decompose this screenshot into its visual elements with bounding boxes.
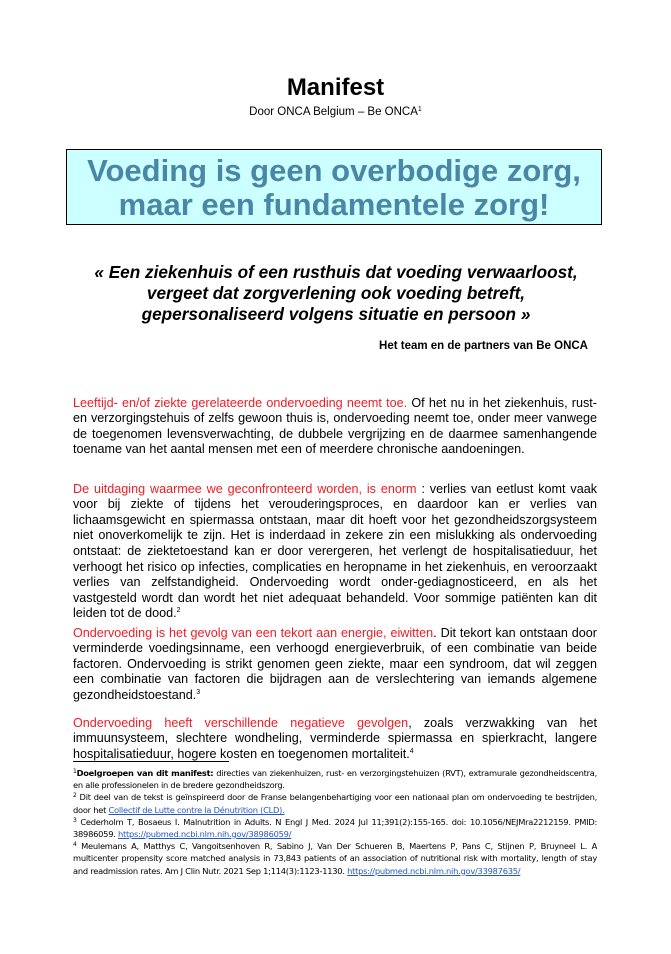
quote-line-3: gepersonaliseerd volgens situatie en persoon »	[141, 304, 531, 324]
quote-line-2: vergeet dat zorgverlening ook voeding betreft,	[146, 283, 526, 303]
quote-attribution: Het team en de partners van Be ONCA	[379, 340, 588, 352]
footnote-4	[73, 840, 597, 877]
headline-line-2: maar een fundamentele zorg!	[118, 187, 550, 222]
quote-line-1: « Een ziekenhuis of een rusthuis dat voeding verwaarloost,	[94, 262, 578, 282]
footnote-text: Meulemans A, Matthys C, Vangoitsenhoven R, Sabino J, Van Der Schueren B, Maertens P, Pans C, Stijnen P, Bruyneel L. A multicenter propensity score matched analysis in 73,843 patients of an association of nutritional risk with mortality, length of stay and readmission rates. Am J Clin Nutr. 2021 Sep 1;114(3):1123-1130.	[73, 841, 597, 876]
paragraph-2	[73, 482, 597, 622]
paragraph-lead: Leeftijd- en/of ziekte gerelateerde ondervoeding neemt toe.	[73, 395, 408, 410]
footnote-text: directies van ziekenhuizen, rust- en verzorgingstehuizen (RVT), extramurale gezondheidscentra, en alle professionelen in de bredere gezondheidszorg.	[73, 768, 597, 791]
headline-line-1: Voeding is geen overbodige zorg,	[87, 153, 581, 188]
paragraph-3	[73, 626, 597, 704]
subtitle-text: Door ONCA Belgium – Be ONCA	[249, 106, 418, 118]
footnote-ref: 1	[417, 106, 422, 113]
paragraph-lead: Ondervoeding heeft verschillende negatieve gevolgen	[73, 715, 409, 730]
footnote-ref: 3	[196, 688, 201, 696]
footnote-ref: 2	[176, 607, 181, 615]
footnote-text: Dit deel van de tekst is geïnspireerd door de Franse belangenbehartiging voor een nationaal plan om ondervoeding te bestrijden, door het	[73, 792, 597, 815]
paragraph-body: . Dit tekort kan ontstaan door verminderde voedingsinname, een verhoogd energieverbruik, of een combinatie van beide factoren. Ondervoeding is strikt genomen geen ziekte, maar een syndroom, dat wil zeggen een combinatie van factoren die bijdragen aan de verslechtering van iemands algemene gezondheidstoestand.	[73, 625, 597, 702]
footnote-link-cld[interactable]: Collectif de Lutte contre la Dénutrition (CLD).	[108, 804, 285, 815]
quote-block	[62, 262, 610, 325]
paragraph-lead: Ondervoeding is het gevolg van een tekort aan energie, eiwitten	[73, 625, 434, 640]
paragraph-4	[73, 716, 597, 763]
footnote-number: 3	[73, 816, 77, 824]
footnote-link-pubmed-38986059[interactable]: https://pubmed.ncbi.nlm.nih.gov/38986059/	[118, 829, 292, 840]
footnote-separator	[73, 761, 229, 762]
paragraph-lead: De uitdaging waarmee we geconfronteerd worden, is enorm	[73, 481, 417, 496]
footnote-link-pubmed-33987635[interactable]: https://pubmed.ncbi.nlm.nih.gov/33987635/	[347, 865, 521, 876]
paragraph-body: : verlies van eetlust komt vaak voor bij ziekte of tijdens het verouderingsproces, en daardoor kan er verlies van lichaamsgewicht en spiermassa ontstaan, maar dit hoeft voor het gezondheidszorgsysteem niet onoverkomelijk te zijn. Het is inderdaad in zekere zin een mislukking als ondervoeding ontstaat: de ziektetoestand kan er door verergeren, het verlengt de hospitalisatieduur, het verhoogt het risico op infecties, complicaties en heropname in het ziekenhuis, en veroorzaakt verlies van zelfstandigheid. Ondervoeding wordt onder-gediagnosticeerd, en als het vastgesteld wordt dan wordt het niet adequaat behandeld. Voor sommige patiënten kan dit leiden tot de dood.	[73, 481, 598, 621]
document-title: Manifest	[286, 74, 385, 101]
footnote-2	[73, 791, 597, 815]
paragraph-1	[73, 396, 597, 458]
footnote-number: 4	[73, 841, 77, 849]
footnote-number: 1	[73, 768, 77, 775]
document-subtitle	[0, 103, 671, 119]
footnote-ref: 4	[409, 747, 414, 755]
paragraph-body: Of het nu in het ziekenhuis, rust- en verzorgingstehuis of zelfs gewoon thuis is, ondervoeding neemt toe, onder meer vanwege de toegenomen levensverwachting, de dubbele vergrijzing en de daarmee samenhangende toename van het aantal mensen met een of meerdere chronische aandoeningen.	[73, 395, 597, 457]
footnotes	[73, 767, 597, 877]
footnote-1	[73, 767, 597, 791]
headline-box	[66, 149, 602, 225]
footnote-number: 2	[73, 792, 77, 800]
footnote-text: Cederholm T, Bosaeus I. Malnutrition in Adults. N Engl J Med. 2024 Jul 11;391(2):155-165. doi: 10.1056/NEJMra2212159. PMID: 38986059.	[73, 816, 597, 840]
footnote-bold-text: Doelgroepen van dit manifest:	[76, 768, 214, 778]
footnote-3	[73, 816, 597, 840]
paragraph-body: , zoals verzwakking van het immuunsysteem, slechtere wondheling, verminderde spiermassa en spierkracht, langere hospitalisatieduur, hogere kosten en toegenomen mortaliteit.	[73, 715, 597, 761]
